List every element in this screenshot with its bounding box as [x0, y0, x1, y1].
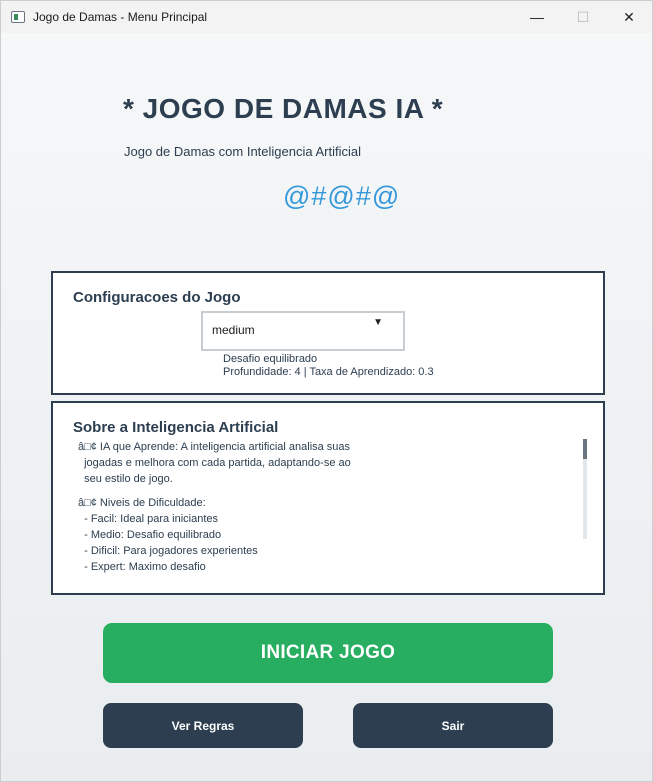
difficulty-summary: Desafio equilibrado — [223, 353, 318, 365]
maximize-button: ☐ — [576, 8, 590, 25]
about-line: - Facil: Ideal para iniciantes — [78, 513, 219, 525]
view-rules-button[interactable]: Ver Regras — [103, 703, 303, 748]
about-panel-title: Sobre a Inteligencia Artificial — [73, 419, 279, 436]
about-ai-panel — [51, 401, 605, 595]
about-line: jogadas e melhora com cada partida, adaptando-se ao — [78, 457, 351, 469]
window-title: Jogo de Damas - Menu Principal — [33, 10, 208, 24]
about-text-area[interactable] — [78, 439, 548, 575]
about-line: - Medio: Desafio equilibrado — [78, 529, 222, 541]
minimize-button[interactable]: — — [530, 9, 544, 25]
scrollbar-thumb[interactable] — [583, 439, 587, 459]
chevron-down-icon[interactable]: ▼ — [373, 317, 383, 328]
exit-button[interactable]: Sair — [353, 703, 553, 748]
about-line: â□¢ IA que Aprende: A inteligencia artificial analisa suas — [78, 441, 351, 453]
about-line: - Expert: Maximo desafio — [78, 561, 206, 573]
page-subtitle: Jogo de Damas com Inteligencia Artificial — [124, 144, 362, 159]
config-panel-title: Configuracoes do Jogo — [73, 289, 241, 306]
page-title: * JOGO DE DAMAS IA * — [123, 93, 444, 124]
checker-pieces-decoration: @#@#@ — [283, 181, 401, 211]
about-line: - Dificil: Para jogadores experientes — [78, 545, 258, 557]
start-game-button[interactable]: INICIAR JOGO — [103, 623, 553, 683]
difficulty-details: Profundidade: 4 | Taxa de Aprendizado: 0.3 — [223, 366, 434, 378]
close-button[interactable]: ✕ — [623, 8, 635, 25]
config-panel — [51, 271, 605, 395]
difficulty-select-value: medium — [212, 323, 255, 337]
window-controls — [514, 1, 652, 33]
about-line: â□¢ Niveis de Dificuldade: — [78, 497, 206, 509]
about-line-spacer — [78, 487, 548, 495]
app-icon — [11, 11, 25, 23]
about-scrollbar[interactable] — [583, 439, 587, 539]
difficulty-description — [223, 353, 434, 379]
about-line: seu estilo de jogo. — [78, 473, 173, 485]
difficulty-select[interactable] — [201, 311, 405, 351]
title-bar[interactable] — [1, 1, 652, 33]
